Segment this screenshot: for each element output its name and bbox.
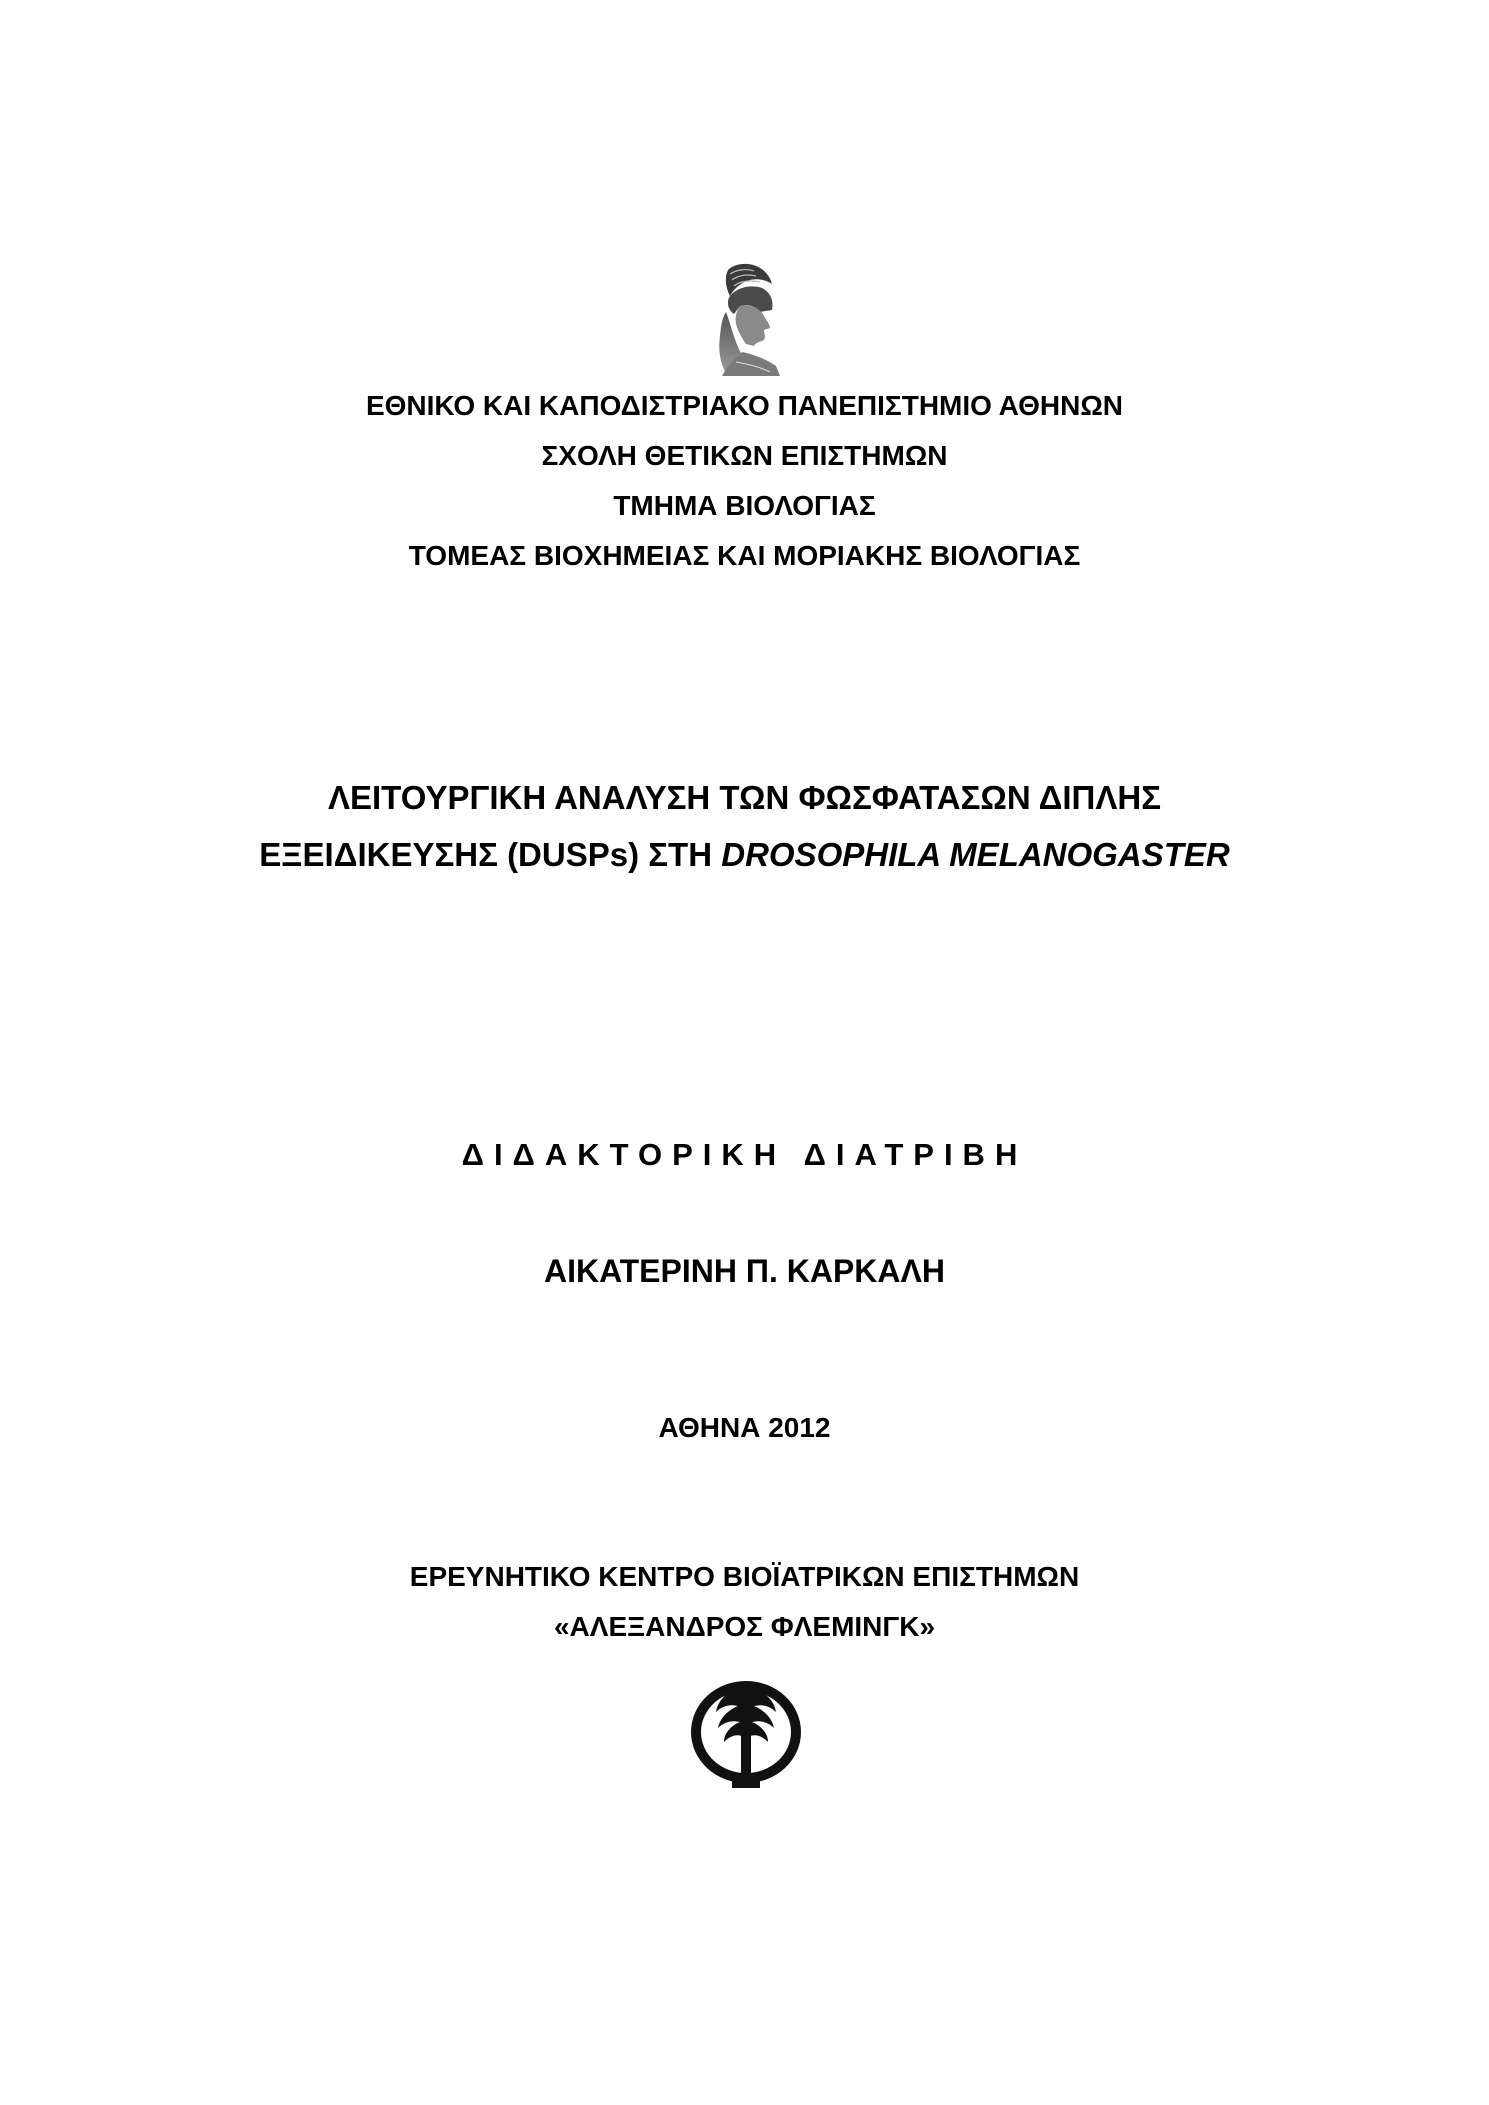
research-center-subtitle: «ΑΛΕΞΑΝΔΡΟΣ ΦΛΕΜΙΝΓΚ» [553,1611,936,1642]
department-name: ΤΜΗΜΑ ΒΙΟΛΟΓΙΑΣ [613,490,876,521]
university-name: ΕΘΝΙΚΟ ΚΑΙ ΚΑΠΟΔΙΣΤΡΙΑΚΟ ΠΑΝΕΠΙΣΤΗΜΙΟ ΑΘΗΝΩΝ [365,390,1124,421]
research-center-name: ΕΡΕΥΝΗΤΙΚΟ ΚΕΝΤΡΟ ΒΙΟΪΑΤΡΙΚΩΝ ΕΠΙΣΤΗΜΩΝ [409,1561,1080,1592]
university-logo-icon [706,262,788,377]
thesis-title-species: DROSOPHILA MELANOGASTER [721,836,1230,873]
thesis-title-line2 [0,838,1489,871]
thesis-title-line1: ΛΕΙΤΟΥΡΓΙΚΗ ΑΝΑΛΥΣΗ ΤΩΝ ΦΩΣΦΑΤΑΣΩΝ ΔΙΠΛΗΣ [327,779,1162,816]
place-year: ΑΘΗΝΑ 2012 [658,1412,831,1443]
degree-type: ΔΙΔΑΚΤΟΡΙΚΗ ΔΙΑΤΡΙΒΗ [461,1137,1028,1172]
fleming-logo-icon [688,1676,804,1792]
thesis-title-line2-prefix: ΕΞΕΙΔΙΚΕΥΣΗΣ (DUSPs) ΣΤΗ [259,836,713,873]
section-name: ΤΟΜΕΑΣ ΒΙΟΧΗΜΕΙΑΣ ΚΑΙ ΜΟΡΙΑΚΗΣ ΒΙΟΛΟΓΙΑΣ [408,540,1081,571]
school-name: ΣΧΟΛΗ ΘΕΤΙΚΩΝ ΕΠΙΣΤΗΜΩΝ [541,440,948,471]
author-name: ΑΙΚΑΤΕΡΙΝΗ Π. ΚΑΡΚΑΛΗ [544,1253,945,1289]
